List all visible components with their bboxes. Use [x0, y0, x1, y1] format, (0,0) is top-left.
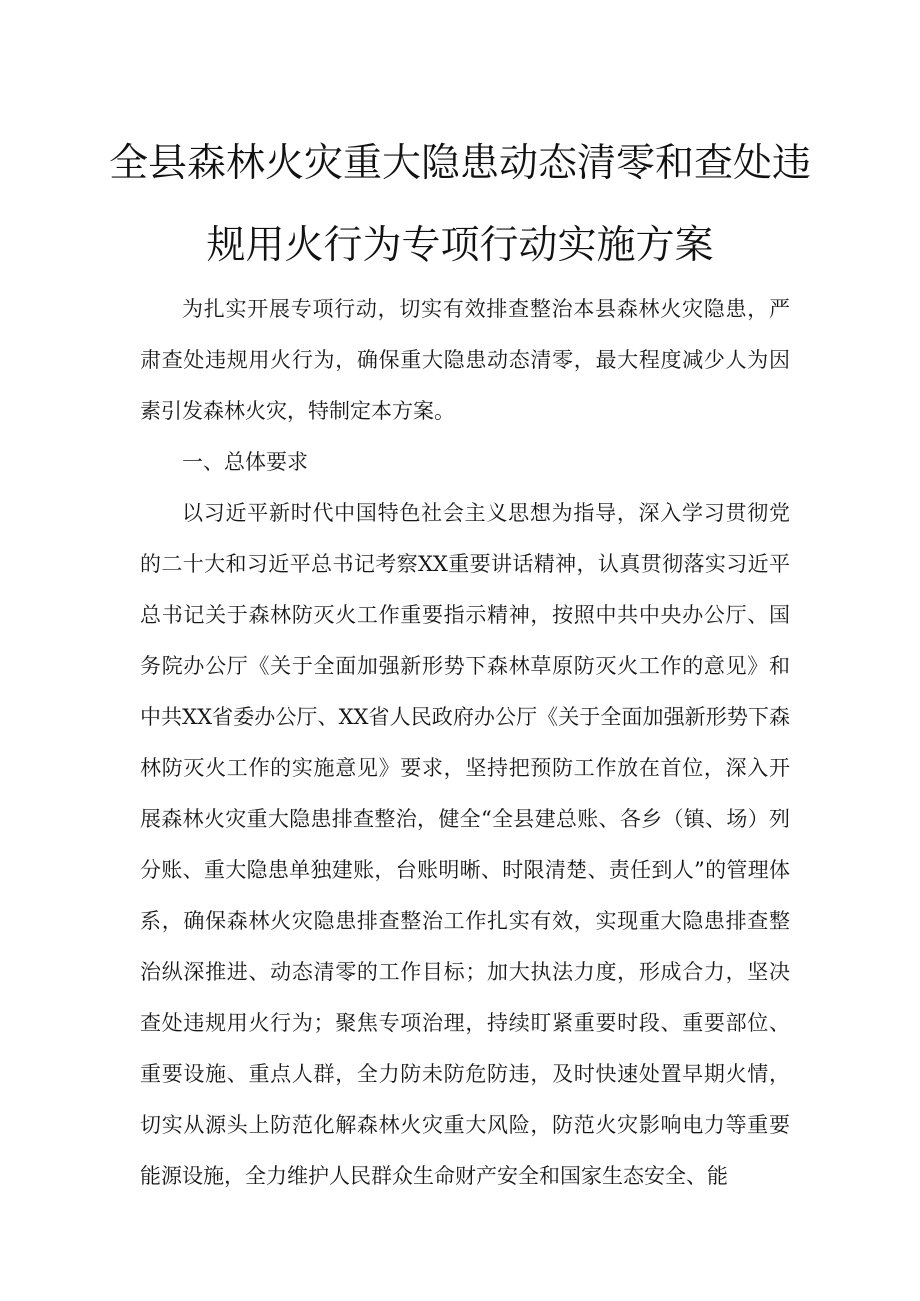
document-title-line-1: 全县森林火灾重大隐患动态清零和查处违 — [108, 141, 811, 186]
document-title-line-2: 规用火行为专项行动实施方案 — [206, 223, 714, 268]
intro-paragraph: 为扎实开展专项行动，切实有效排查整治本县森林火灾隐患，严肃查处违规用火行为，确保重大隐患动态清零，最大程度减少人为因素引发森林火灾，特制定本方案。 — [140, 297, 790, 423]
section-paragraph-overall-requirements: 以习近平新时代中国特色社会主义思想为指导，深入学习贯彻党的二十大和习近平总书记考察XX重要讲话精神，认真贯彻落实习近平总书记关于森林防灭火工作重要指示精神，按照中共中央办公厅、国务院办公厅《关于全面加强新形势下森林草原防灭火工作的意见》和中共XX省委办公厅、XX省人民政府办公厅《关于全面加强新形势下森林防灭火工作的实施意见》要求，坚持把预防工作放在首位，深入开展森林火灾重大隐患排查整治，健全“全县建总账、各乡（镇、场）列分账、重大隐患单独建账，台账明晰、时限清楚、责任到人”的管理体系，确保森林火灾隐患排查整治工作扎实有效，实现重大隐患排查整治纵深推进、动态清零的工作目标；加大执法力度，形成合力，坚决查处违规用火行为；聚焦专项治理，持续盯紧重要时段、重要部位、重要设施、重点人群，全力防未防危防违，及时快速处置早期火情，切实从源头上防范化解森林火灾重大风险，防范火灾影响电力等重要能源设施，全力维护人民群众生命财产安全和国家生态安全、能 — [140, 501, 790, 1188]
section-heading-overall-requirements: 一、总体要求 — [182, 450, 308, 474]
document-body — [140, 284, 790, 1202]
